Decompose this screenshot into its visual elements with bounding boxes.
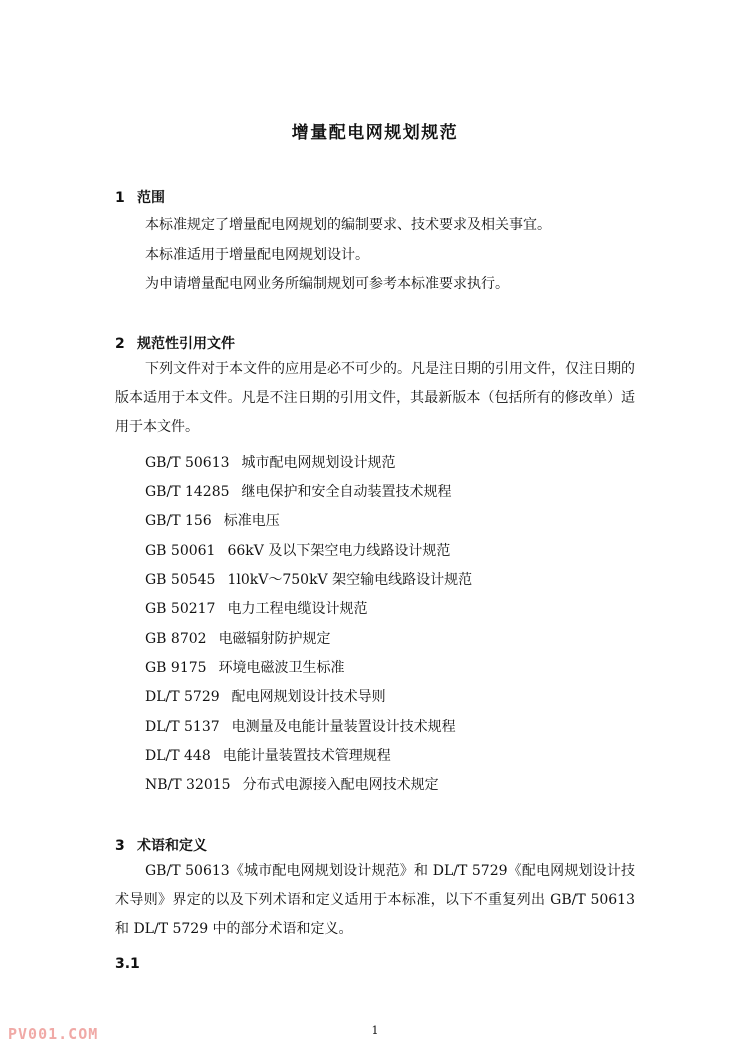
reference-title: 电力工程电缆设计规范 [227,601,368,617]
subsection-3-1: 3.1 [115,956,140,972]
reference-item [145,628,331,648]
reference-item [145,510,280,530]
reference-item [145,745,391,765]
document-title: 增量配电网规划规范 [291,123,459,143]
reference-code: GB/T 14285 [145,484,230,500]
reference-item [145,598,367,618]
section-2-intro: 下列文件对于本文件的应用是必不可少的。凡是注日期的引用文件，仅注日期的版本适用于本文件。凡是不注日期的引用文件，其最新版本（包括所有的修改单）适用于本文件。 [115,361,635,435]
section-1-heading [115,187,165,207]
reference-item [145,657,345,677]
reference-code: DL/T 448 [145,748,211,764]
section-3-heading [115,835,207,855]
reference-code: GB/T 50613 [145,455,230,471]
reference-title: 标准电压 [223,513,280,529]
reference-item [145,481,452,501]
reference-title: 城市配电网规划设计规范 [241,455,396,471]
reference-code: GB/T 156 [145,513,212,529]
reference-item [145,569,472,589]
page-number: 1 [371,1024,379,1037]
reference-title: 配电网规划设计技术导则 [231,689,386,705]
section-3-number: 3 [115,838,125,854]
reference-item [145,452,396,472]
section-1-line-3: 为申请增量配电网业务所编制规划可参考本标准要求执行。 [145,276,509,292]
section-1-title: 范围 [137,190,165,206]
reference-code: GB 50061 [145,543,216,559]
reference-code: GB 8702 [145,631,207,647]
reference-item [145,686,386,706]
reference-title: 环境电磁波卫生标准 [218,660,345,676]
reference-title: 分布式电源接入配电网技术规定 [242,777,439,793]
section-1-line-1: 本标准规定了增量配电网规划的编制要求、技术要求及相关事宜。 [145,217,551,233]
reference-code: DL/T 5137 [145,719,220,735]
reference-item [145,716,456,736]
section-1-line-2: 本标准适用于增量配电网规划设计。 [145,247,369,263]
reference-code: GB 50217 [145,601,216,617]
reference-item [145,774,439,794]
reference-title: 66kV 及以下架空电力线路设计规范 [227,543,451,559]
reference-code: DL/T 5729 [145,689,220,705]
section-3-title: 术语和定义 [137,838,207,854]
section-2-title: 规范性引用文件 [137,336,235,352]
section-2-number: 2 [115,336,125,352]
reference-code: NB/T 32015 [145,777,231,793]
reference-code: GB 50545 [145,572,216,588]
reference-code: GB 9175 [145,660,207,676]
section-2-heading [115,333,235,353]
reference-title: 继电保护和安全自动装置技术规程 [241,484,452,500]
reference-title: 1l0kV～750kV 架空输电线路设计规范 [227,572,473,588]
watermark-text: PV001.COM [8,1025,99,1043]
reference-title: 电能计量装置技术管理规程 [222,748,391,764]
section-1-number: 1 [115,190,125,206]
reference-title: 电测量及电能计量装置设计技术规程 [231,719,456,735]
reference-title: 电磁辐射防护规定 [218,631,331,647]
section-3-intro: GB/T 50613《城市配电网规划设计规范》和 DL/T 5729《配电网规划设计技术导则》界定的以及下列术语和定义适用于本标准，以下不重复列出 GB/T 50613 和 DL/T 5729 中的部分术语和定义。 [115,863,635,937]
reference-item [145,540,450,560]
